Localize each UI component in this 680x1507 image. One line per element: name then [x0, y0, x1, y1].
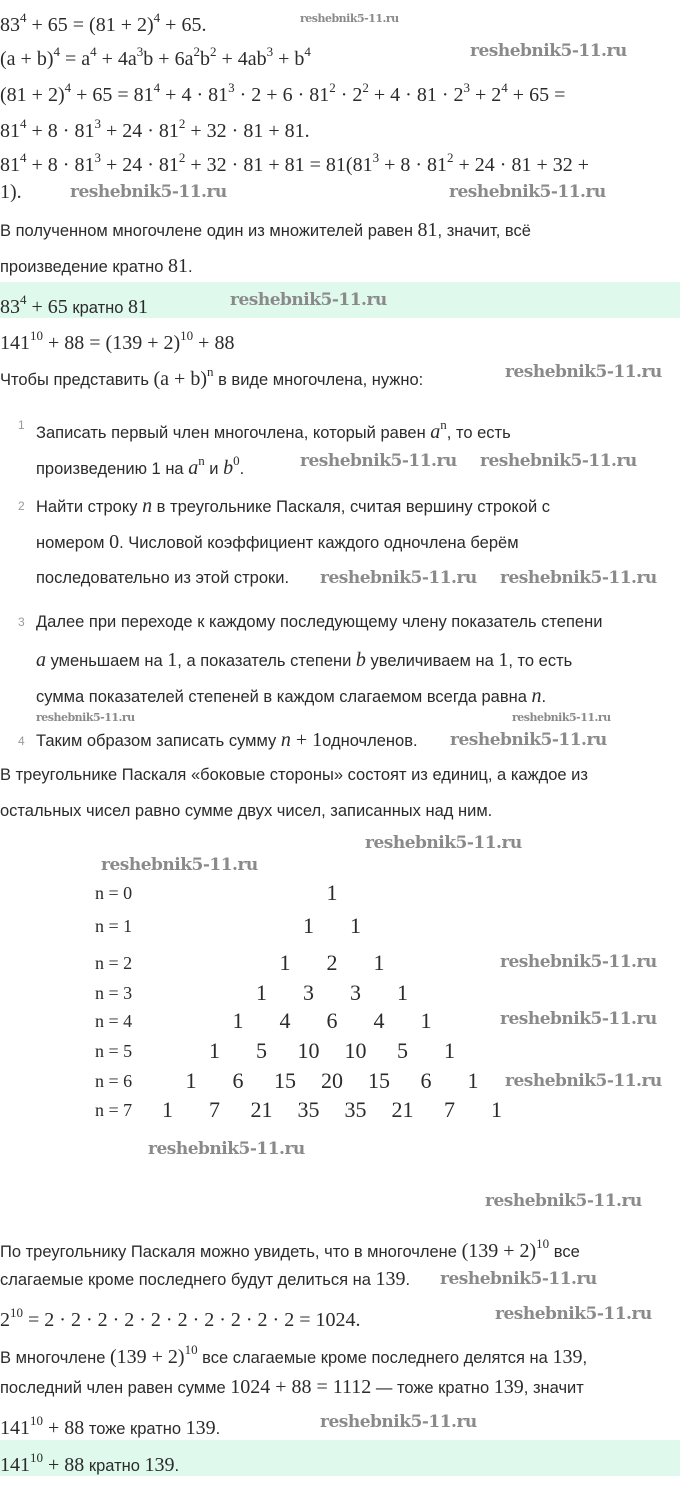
- text-line: [0, 763, 588, 787]
- text-line: [0, 324, 234, 356]
- watermark: reshebnik5-11.ru: [70, 182, 227, 202]
- text-line: [0, 1446, 179, 1478]
- superscript: 3: [228, 80, 235, 95]
- math-segment: + 8 · 81: [26, 154, 95, 176]
- triangle-number: 3: [350, 980, 361, 1005]
- math-segment: b: [223, 457, 234, 479]
- triangle-number: 4: [373, 1008, 385, 1033]
- math-segment: 83: [0, 14, 20, 36]
- triangle-number: 6: [326, 1008, 338, 1033]
- math-segment: + b: [273, 48, 305, 70]
- superscript: 2: [329, 80, 336, 95]
- watermark: reshebnik5-11.ru: [101, 855, 258, 875]
- math-segment: + 4 · 81: [160, 84, 229, 106]
- text-line: [36, 728, 418, 753]
- text-segment: , значит: [523, 1379, 584, 1397]
- math-segment: + 1: [290, 729, 323, 751]
- superscript: 4: [53, 44, 60, 59]
- watermark: reshebnik5-11.ru: [495, 1304, 652, 1324]
- math-segment: + 88: [43, 1454, 85, 1476]
- math-segment: 1: [167, 649, 178, 671]
- watermark: reshebnik5-11.ru: [365, 833, 522, 853]
- text-segment: ,: [582, 1349, 588, 1367]
- math-segment: + 4ab: [216, 48, 267, 70]
- text-line: [0, 799, 492, 823]
- triangle-number: 1: [397, 980, 408, 1005]
- triangle-number: 1: [256, 980, 267, 1005]
- superscript: 4: [20, 150, 27, 165]
- text-line: [0, 112, 310, 144]
- triangle-number: 4: [279, 1008, 291, 1033]
- superscript: 2: [362, 80, 369, 95]
- math-segment: + 65 =: [507, 84, 566, 106]
- row-label: n = 6: [95, 1071, 133, 1091]
- row-label: n = 5: [95, 1041, 133, 1061]
- superscript: 10: [10, 1305, 23, 1320]
- text-segment: в треугольнике Паскаля, считая вершину строкой с: [152, 498, 551, 516]
- superscript: 3: [266, 44, 274, 59]
- text-segment: уменьшаем на: [46, 652, 168, 670]
- math-segment: 81: [0, 120, 20, 142]
- watermark: reshebnik5-11.ru: [505, 1071, 662, 1091]
- triangle-number: 1: [303, 913, 314, 938]
- watermark: reshebnik5-11.ru: [449, 182, 606, 202]
- list-number: 2: [18, 499, 25, 513]
- superscript: 2: [193, 44, 200, 59]
- math-segment: a: [430, 421, 441, 443]
- watermark: reshebnik5-11.ru: [320, 1412, 477, 1432]
- superscript: 10: [30, 1413, 43, 1428]
- text-line: [0, 180, 22, 205]
- text-segment: В треугольнике Паскаля «боковые стороны» состоят из единиц, а каждое из: [0, 766, 588, 784]
- math-segment: + 8 · 81: [379, 154, 448, 176]
- text-segment: кратно: [67, 299, 129, 317]
- superscript: 2: [209, 44, 217, 59]
- math-segment: = 2 · 2 · 2 · 2 · 2 · 2 · 2 · 2 · 2 · 2 = 1024.: [23, 1309, 361, 1331]
- text-line: [36, 494, 550, 519]
- math-segment: + 65 = (81 + 2): [26, 14, 154, 36]
- list-number: 4: [18, 734, 25, 748]
- math-segment: b: [199, 48, 210, 70]
- text-segment: Чтобы представить: [0, 371, 154, 389]
- text-segment: остальных чисел равно сумме двух чисел, записанных над ним.: [0, 802, 493, 820]
- math-segment: 139: [375, 1268, 406, 1290]
- math-segment: + 88 = (139 + 2): [43, 332, 181, 354]
- watermark: reshebnik5-11.ru: [300, 451, 457, 471]
- text-line: [0, 1267, 410, 1292]
- watermark: reshebnik5-11.ru: [505, 362, 662, 382]
- math-segment: 81: [417, 219, 438, 241]
- text-segment: Записать первый член многочлена, который равен: [36, 424, 431, 442]
- math-segment: · 2: [335, 84, 363, 106]
- math-segment: n: [280, 729, 291, 751]
- watermark: reshebnik5-11.ru: [500, 1009, 657, 1029]
- math-segment: 1024 + 88 = 1112: [230, 1376, 372, 1398]
- triangle-number: 6: [232, 1068, 244, 1093]
- triangle-number: 15: [274, 1068, 296, 1093]
- triangle-number: 1: [232, 1008, 244, 1033]
- math-segment: + 4 · 81 · 2: [368, 84, 464, 106]
- text-line: [0, 76, 565, 108]
- math-segment: n: [531, 685, 542, 707]
- watermark: reshebnik5-11.ru: [480, 451, 637, 471]
- text-line: [0, 254, 193, 279]
- triangle-number: 1: [162, 1097, 173, 1122]
- superscript: 10: [536, 1236, 550, 1251]
- text-line: [0, 1232, 580, 1264]
- math-segment: + 65 = 81: [71, 84, 154, 106]
- text-segment: .: [215, 1420, 221, 1438]
- text-line: [36, 610, 602, 634]
- triangle-number: 35: [344, 1097, 367, 1122]
- math-segment: a: [36, 649, 46, 671]
- superscript: 2: [178, 150, 186, 165]
- triangle-number: 1: [185, 1068, 197, 1093]
- triangle-number: 21: [391, 1097, 414, 1122]
- text-line: [0, 6, 206, 38]
- text-segment: Таким образом записать сумму: [36, 732, 281, 750]
- math-segment: (139 + 2): [109, 1346, 185, 1368]
- text-line: [0, 1409, 220, 1441]
- text-segment: Далее при переходе к каждому последующему члену показатель степени: [36, 613, 603, 631]
- math-segment: 81: [168, 255, 188, 277]
- text-line: [0, 40, 311, 72]
- triangle-number: 1: [279, 950, 291, 975]
- math-segment: + 2: [470, 84, 502, 106]
- superscript: 10: [184, 1342, 198, 1357]
- text-segment: .: [188, 258, 193, 276]
- superscript: 10: [180, 328, 194, 343]
- triangle-number: 5: [256, 1038, 267, 1063]
- triangle-number: 1: [467, 1068, 479, 1093]
- math-segment: 141: [0, 1454, 30, 1476]
- math-segment: + 4a: [96, 48, 137, 70]
- text-segment: В многочлене: [0, 1349, 110, 1367]
- math-segment: 2: [0, 1309, 10, 1331]
- row-label: n = 0: [95, 883, 133, 903]
- triangle-number: 7: [209, 1097, 220, 1122]
- text-segment: В полученном многочлене один из множителей равен: [0, 222, 418, 240]
- text-segment: .: [405, 1271, 411, 1289]
- math-segment: b + 6a: [143, 48, 194, 70]
- superscript: 10: [30, 1450, 43, 1465]
- row-label: n = 3: [95, 983, 133, 1003]
- text-segment: произведению 1 на: [36, 460, 189, 478]
- text-line: [0, 218, 531, 243]
- watermark: reshebnik5-11.ru: [500, 568, 657, 588]
- math-segment: (a + b): [0, 48, 54, 70]
- watermark: reshebnik5-11.ru: [470, 41, 627, 61]
- superscript: 4: [501, 80, 508, 95]
- text-segment: тоже кратно: [84, 1420, 186, 1438]
- superscript: 4: [64, 80, 72, 95]
- superscript: 3: [372, 150, 380, 165]
- text-segment: .: [174, 1457, 180, 1475]
- math-segment: + 65: [26, 296, 68, 318]
- row-label: n = 7: [95, 1100, 133, 1120]
- watermark: reshebnik5-11.ru: [512, 711, 611, 724]
- text-segment: , то есть: [446, 424, 511, 442]
- text-segment: .: [541, 688, 547, 706]
- superscript: n: [207, 364, 214, 379]
- triangle-number: 7: [444, 1097, 455, 1122]
- text-segment: последовательно из этой строки.: [36, 569, 290, 587]
- math-segment: + 32 · 81 + 81.: [185, 120, 310, 142]
- text-segment: увеличиваем на: [365, 652, 499, 670]
- math-segment: 1: [498, 649, 509, 671]
- watermark: reshebnik5-11.ru: [450, 730, 607, 750]
- math-segment: a: [188, 457, 199, 479]
- watermark: reshebnik5-11.ru: [500, 952, 657, 972]
- superscript: 4: [20, 116, 27, 131]
- text-line: [0, 288, 148, 320]
- watermark: reshebnik5-11.ru: [485, 1191, 642, 1211]
- math-segment: 83: [0, 296, 20, 318]
- text-line: [0, 1375, 584, 1400]
- row-label: n = 1: [95, 916, 133, 936]
- superscript: 3: [94, 116, 101, 131]
- text-segment: По треугольнику Паскаля можно увидеть, что в многочлене: [0, 1243, 462, 1261]
- text-line: [36, 648, 572, 673]
- math-segment: + 65.: [160, 14, 207, 36]
- triangle-number: 5: [397, 1038, 408, 1063]
- list-number: 3: [18, 615, 25, 629]
- triangle-number: 1: [420, 1008, 432, 1033]
- text-line: [0, 1301, 361, 1333]
- triangle-number: 1: [209, 1038, 220, 1063]
- text-segment: , а показатель степени: [177, 652, 356, 670]
- math-segment: (a + b): [153, 368, 207, 390]
- math-segment: + 24 · 81: [100, 120, 179, 142]
- triangle-number: 10: [297, 1038, 320, 1063]
- triangle-number: 21: [250, 1097, 273, 1122]
- text-segment: одночленов.: [322, 732, 418, 750]
- watermark: reshebnik5-11.ru: [440, 1269, 597, 1289]
- math-segment: 141: [0, 332, 30, 354]
- math-segment: 1).: [0, 181, 22, 203]
- text-line: [36, 566, 289, 590]
- text-line: [0, 1338, 587, 1370]
- text-segment: в виде многочлена, нужно:: [213, 371, 424, 389]
- text-line: [36, 413, 511, 445]
- text-segment: сумма показателей степеней в каждом слагаемом всегда равна: [36, 688, 532, 706]
- triangle-number: 2: [326, 950, 338, 975]
- text-line: [36, 530, 519, 555]
- triangle-number: 1: [326, 880, 338, 905]
- superscript: 3: [463, 80, 471, 95]
- math-segment: + 88: [43, 1417, 85, 1439]
- text-segment: , значит, всё: [437, 222, 531, 240]
- watermark: reshebnik5-11.ru: [320, 568, 477, 588]
- math-segment: + 8 · 81: [26, 120, 95, 142]
- superscript: 0: [233, 453, 240, 468]
- math-segment: (81 + 2): [0, 84, 65, 106]
- superscript: 4: [90, 44, 97, 59]
- math-segment: + 88: [193, 332, 235, 354]
- math-segment: 139: [185, 1417, 216, 1439]
- text-line: [0, 360, 423, 392]
- superscript: 3: [94, 150, 101, 165]
- math-segment: + 24 · 81: [100, 154, 179, 176]
- text-line: [36, 684, 546, 709]
- text-segment: слагаемые кроме последнего будут делиться на: [0, 1271, 376, 1289]
- triangle-number: 15: [368, 1068, 390, 1093]
- list-number: 1: [18, 418, 25, 432]
- math-segment: 139: [144, 1454, 175, 1476]
- text-segment: все: [549, 1243, 580, 1261]
- superscript: 4: [20, 10, 27, 25]
- triangle-number: 10: [344, 1038, 367, 1063]
- superscript: n: [440, 417, 447, 432]
- text-segment: Найти строку: [36, 498, 143, 516]
- math-segment: · 2 + 6 · 81: [234, 84, 330, 106]
- watermark: reshebnik5-11.ru: [36, 711, 135, 724]
- triangle-number: 1: [444, 1038, 455, 1063]
- math-segment: 81: [128, 296, 149, 318]
- row-label: n = 2: [95, 953, 133, 973]
- text-segment: — тоже кратно: [371, 1379, 494, 1397]
- superscript: 4: [153, 10, 161, 25]
- watermark: reshebnik5-11.ru: [230, 290, 387, 310]
- math-segment: b: [355, 649, 366, 671]
- superscript: 10: [30, 328, 43, 343]
- math-segment: n: [142, 495, 153, 517]
- text-line: [0, 146, 589, 178]
- math-segment: (139 + 2): [461, 1240, 537, 1262]
- text-segment: , то есть: [508, 652, 573, 670]
- math-segment: = a: [59, 48, 91, 70]
- text-segment: и: [204, 460, 224, 478]
- triangle-number: 6: [420, 1068, 432, 1093]
- superscript: 4: [153, 80, 161, 95]
- text-line: [36, 449, 244, 481]
- superscript: 2: [447, 150, 454, 165]
- row-label: n = 4: [95, 1011, 133, 1031]
- text-segment: произведение кратно: [0, 258, 168, 276]
- math-segment: 139: [552, 1346, 583, 1368]
- math-segment: 141: [0, 1417, 30, 1439]
- math-segment: 139: [493, 1376, 524, 1398]
- text-segment: .: [239, 460, 245, 478]
- superscript: 4: [20, 292, 27, 307]
- math-segment: + 24 · 81 + 32 +: [453, 154, 590, 176]
- text-segment: все слагаемые кроме последнего делятся на: [197, 1349, 553, 1367]
- triangle-number: 1: [491, 1097, 502, 1122]
- text-segment: . Числовой коэффициент каждого одночлена берём: [119, 534, 519, 552]
- text-segment: последний член равен сумме: [0, 1379, 231, 1397]
- text-segment: номером: [36, 534, 110, 552]
- triangle-number: 35: [297, 1097, 320, 1122]
- triangle-number: 1: [350, 913, 361, 938]
- triangle-number: 3: [303, 980, 314, 1005]
- superscript: n: [198, 453, 205, 468]
- math-segment: + 32 · 81 + 81 = 81(81: [185, 154, 373, 176]
- superscript: 3: [136, 44, 144, 59]
- triangle-number: 20: [321, 1068, 343, 1093]
- watermark: reshebnik5-11.ru: [300, 12, 399, 25]
- watermark: reshebnik5-11.ru: [148, 1139, 305, 1159]
- math-segment: 0: [109, 531, 120, 553]
- superscript: 4: [304, 44, 311, 59]
- triangle-number: 1: [373, 950, 385, 975]
- superscript: 2: [178, 116, 186, 131]
- text-segment: кратно: [84, 1457, 145, 1475]
- math-segment: 81: [0, 154, 20, 176]
